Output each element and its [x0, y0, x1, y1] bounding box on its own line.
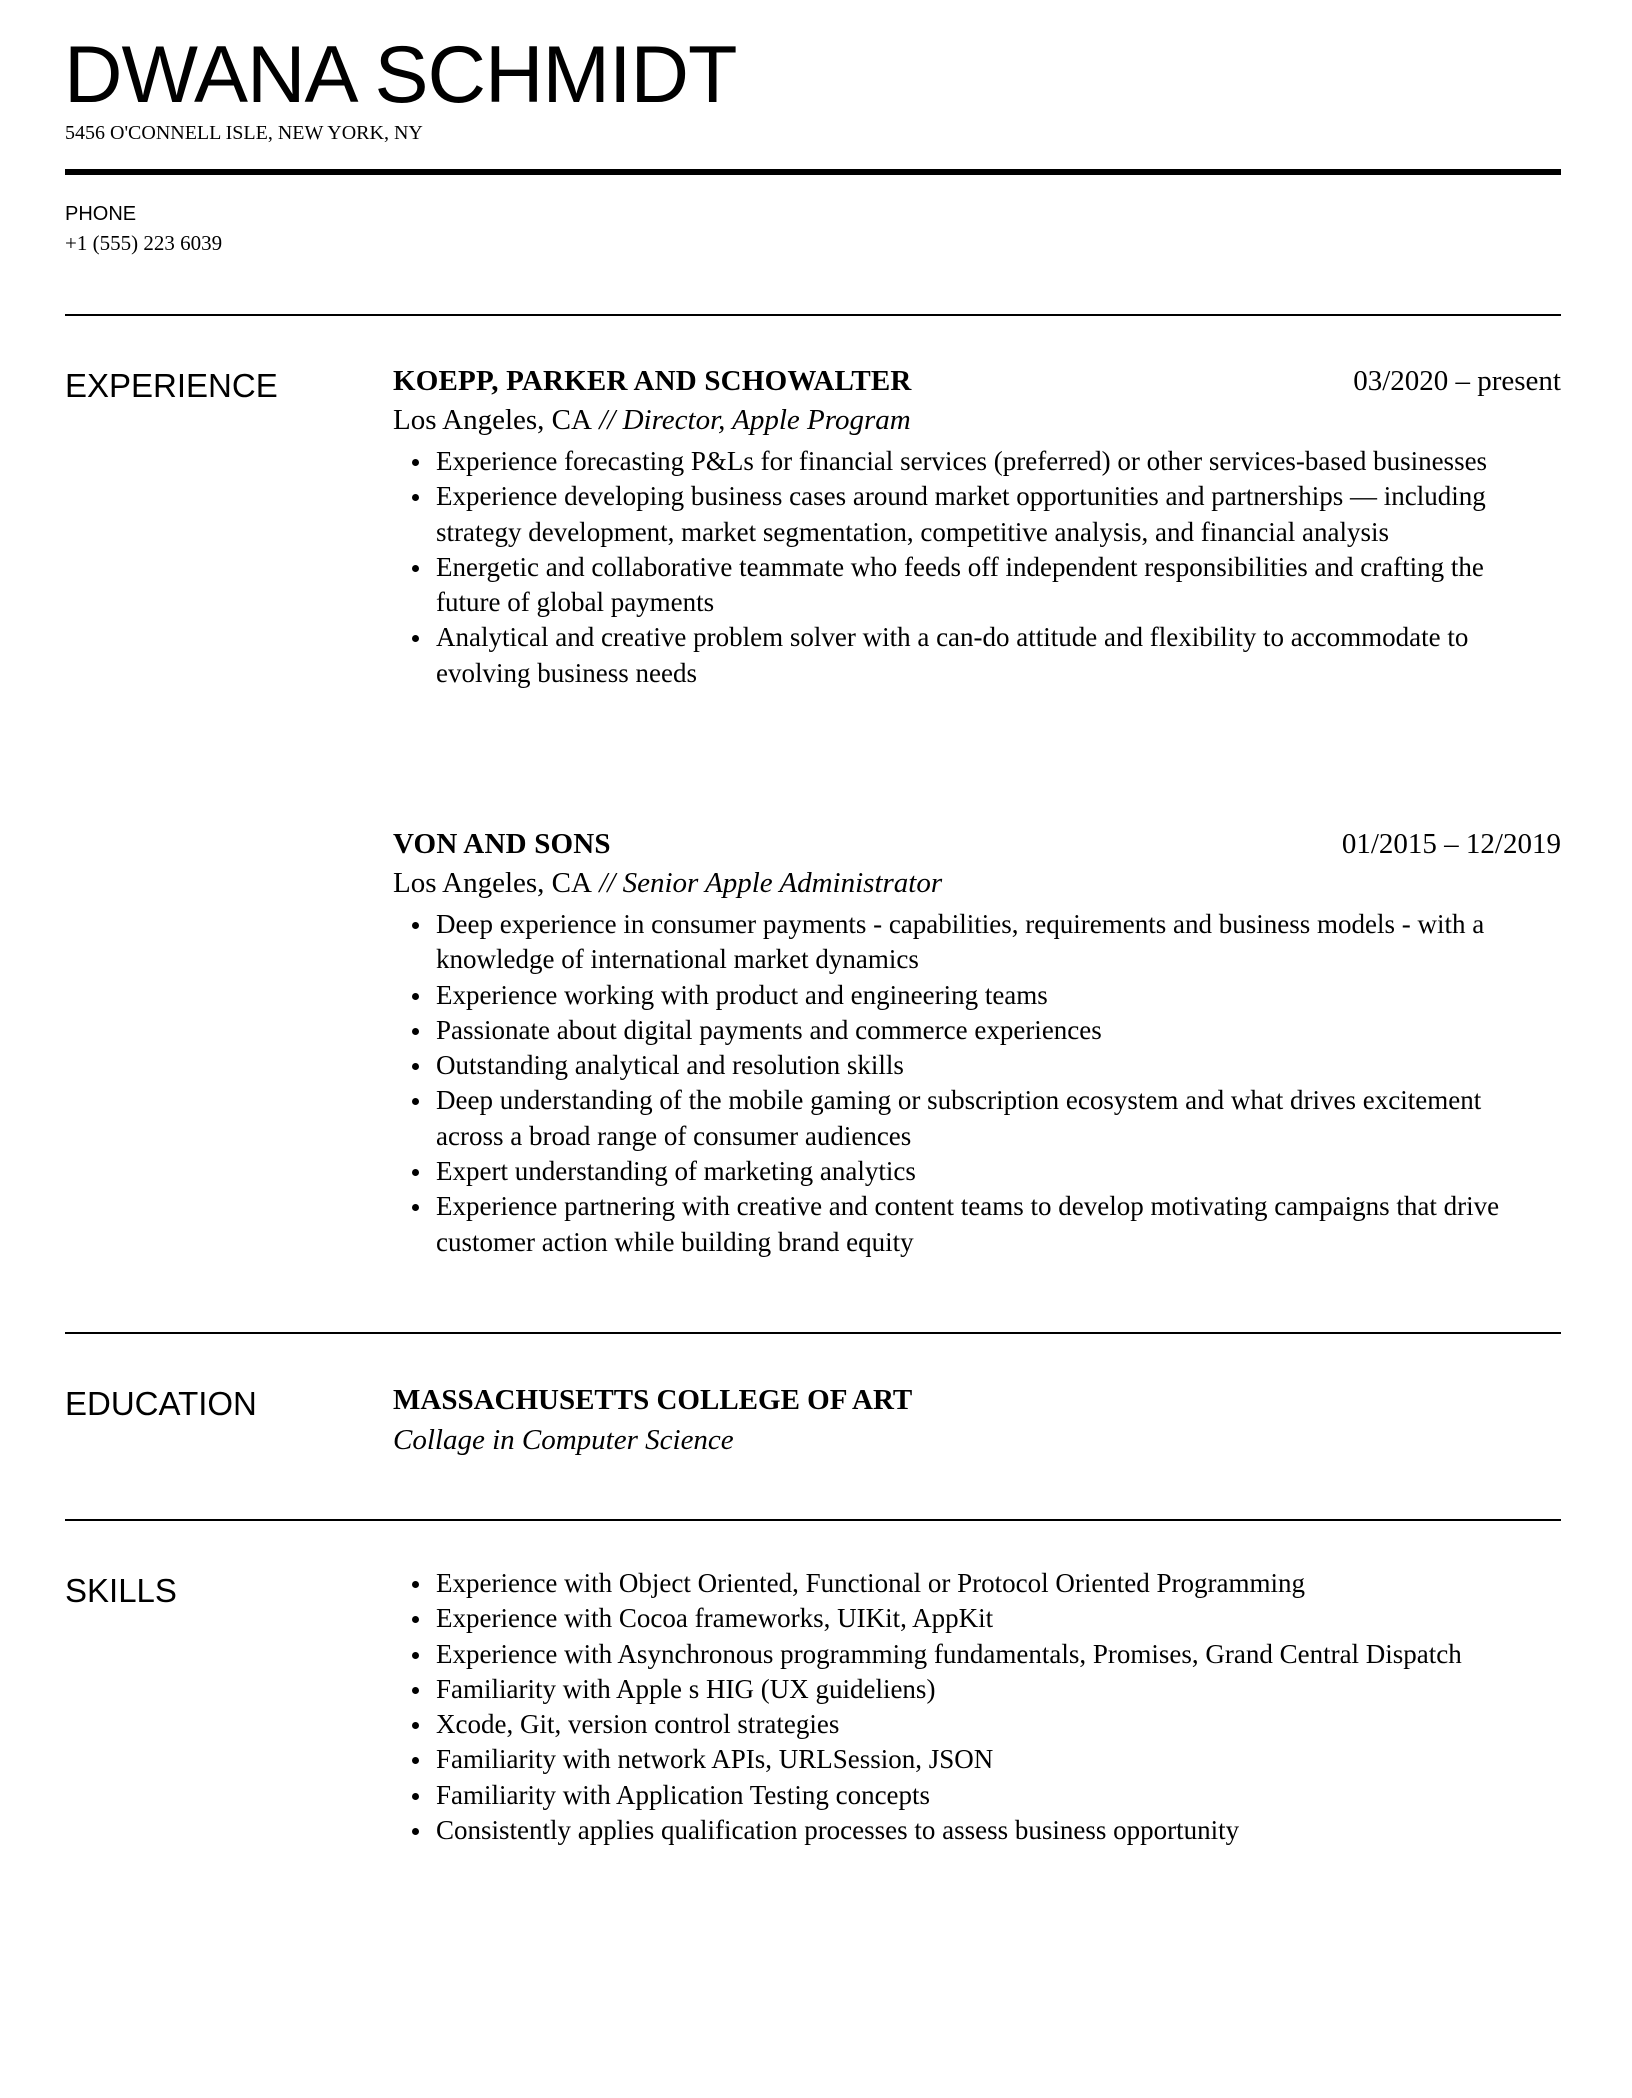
- list-item: Familiarity with Application Testing concepts: [436, 1778, 1561, 1813]
- job-dates: 01/2015 – 12/2019: [1341, 828, 1561, 860]
- list-item: Experience partnering with creative and content teams to develop motivating campaigns that drive customer action while building brand equity: [436, 1189, 1561, 1260]
- separator: //: [591, 404, 623, 436]
- section-label-experience: EXPERIENCE: [65, 367, 278, 404]
- job-bullets: [393, 444, 1561, 691]
- job-location: Los Angeles, CA: [393, 404, 592, 436]
- section-divider: [65, 1519, 1561, 1521]
- list-item: Outstanding analytical and resolution skills: [436, 1048, 1561, 1083]
- education-section: [393, 1381, 1561, 1461]
- list-item: Experience working with product and engineering teams: [436, 978, 1561, 1013]
- list-item: Consistently applies qualification processes to assess business opportunity: [436, 1813, 1561, 1848]
- job-dates: 03/2020 – present: [1353, 365, 1561, 397]
- school-name: MASSACHUSETTS COLLEGE OF ART: [393, 1384, 913, 1416]
- job-title: Senior Apple Administrator: [622, 867, 943, 899]
- job-subline: [393, 400, 1561, 440]
- phone-label: PHONE: [65, 203, 137, 225]
- list-item: Passionate about digital payments and commerce experiences: [436, 1013, 1561, 1048]
- list-item: Deep understanding of the mobile gaming or subscription ecosystem and what drives excitement across a broad range of consumer audiences: [436, 1083, 1561, 1154]
- address: 5456 O'CONNELL ISLE, NEW YORK, NY: [65, 122, 423, 144]
- company-name: VON AND SONS: [393, 828, 611, 860]
- job-location: Los Angeles, CA: [393, 867, 592, 899]
- list-item: Experience with Cocoa frameworks, UIKit, AppKit: [436, 1601, 1561, 1636]
- section-divider: [65, 314, 1561, 316]
- list-item: Familiarity with Apple s HIG (UX guideliens): [436, 1672, 1561, 1707]
- list-item: Familiarity with network APIs, URLSession, JSON: [436, 1742, 1561, 1777]
- skills-section: [393, 1566, 1561, 1848]
- job-entry: [393, 825, 1561, 1260]
- list-item: Experience with Asynchronous programming fundamentals, Promises, Grand Central Dispatch: [436, 1637, 1561, 1672]
- header-divider: [65, 169, 1561, 175]
- section-label-skills: SKILLS: [65, 1572, 177, 1609]
- skills-list: [393, 1566, 1561, 1848]
- list-item: Experience forecasting P&Ls for financial services (preferred) or other services-based businesses: [436, 444, 1561, 479]
- list-item: Experience developing business cases around market opportunities and partnerships — including strategy development, market segmentation, competitive analysis, and financial analysis: [436, 479, 1561, 550]
- list-item: Analytical and creative problem solver with a can-do attitude and flexibility to accommodate to evolving business needs: [436, 620, 1561, 691]
- section-divider: [65, 1332, 1561, 1334]
- company-name: KOEPP, PARKER AND SCHOWALTER: [393, 365, 912, 397]
- job-bullets: [393, 907, 1561, 1260]
- job-subline: [393, 863, 1561, 903]
- list-item: Energetic and collaborative teammate who feeds off independent responsibilities and crafting the future of global payments: [436, 550, 1561, 621]
- list-item: Experience with Object Oriented, Functional or Protocol Oriented Programming: [436, 1566, 1561, 1601]
- phone-value: +1 (555) 223 6039: [65, 231, 223, 255]
- separator: //: [591, 867, 623, 899]
- job-title: Director, Apple Program: [622, 404, 911, 436]
- list-item: Expert understanding of marketing analytics: [436, 1154, 1561, 1189]
- experience-section: [393, 362, 1561, 1282]
- degree: Collage in Computer Science: [393, 1424, 734, 1456]
- job-entry: [393, 362, 1561, 691]
- section-label-education: EDUCATION: [65, 1385, 257, 1422]
- list-item: Deep experience in consumer payments - capabilities, requirements and business models - with a knowledge of international market dynamics: [436, 907, 1561, 978]
- candidate-name: DWANA SCHMIDT: [64, 30, 737, 120]
- list-item: Xcode, Git, version control strategies: [436, 1707, 1561, 1742]
